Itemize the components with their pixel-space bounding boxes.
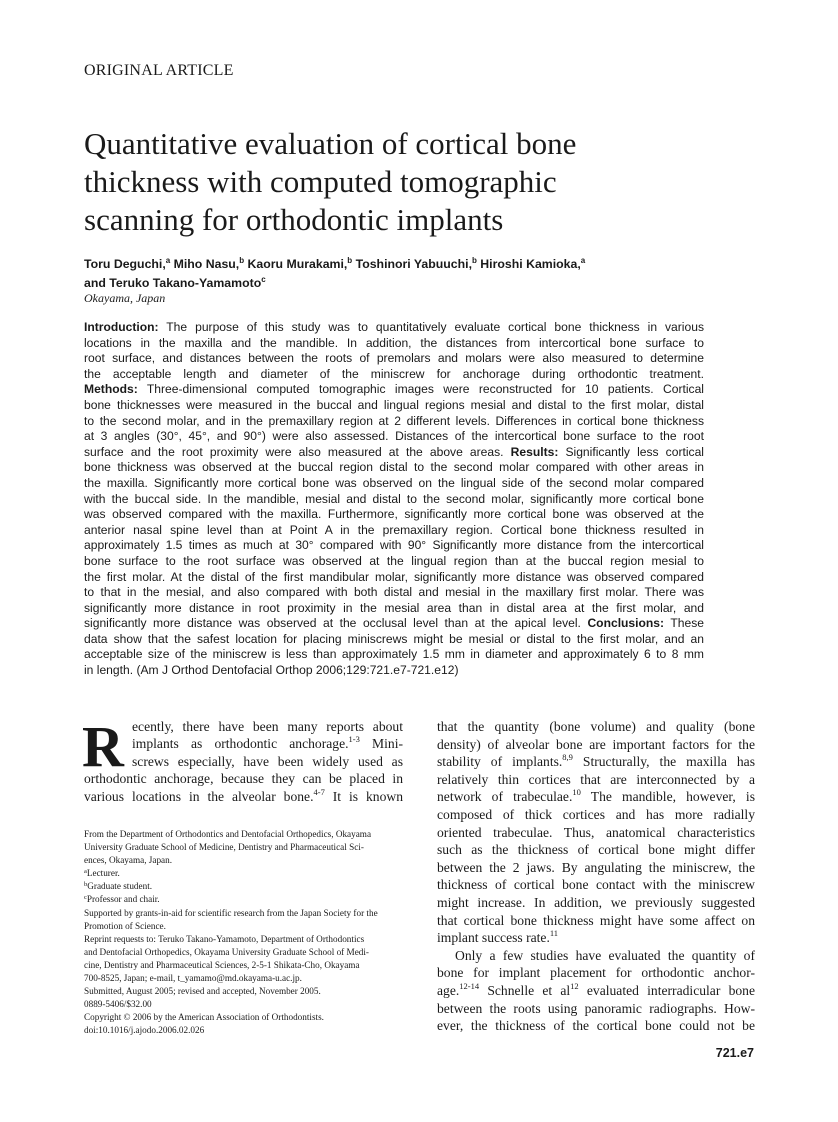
abstract-line: root surface, and distances between the roots of premolars and molars were also measured to determine [84, 351, 704, 366]
abstract-line: surface and the root proximity were also measured at the above areas. Results: Significantly less cortical [84, 444, 704, 459]
body-line: density) of alveolar bone are important factors for the [437, 736, 755, 752]
abstract-line: the acceptable length and diameter of the miniscrew for anchorage during orthodontic treatment. [84, 366, 704, 381]
footnote-line: $^c$Professor and chair. [84, 894, 160, 905]
abstract-line: locations in the maxilla and the mandible. In addition, the distances from intercortical bone surface to [84, 335, 704, 350]
footnote-line: From the Department of Orthodontics and Dentofacial Orthopedics, Okayama [84, 829, 372, 839]
body-line: bone for implant placement for orthodontic anchor- [437, 965, 755, 981]
body-line: between the 2 jaws. By angulating the miniscrew, the [437, 859, 755, 875]
body-line: that cortical bone thickness might have some affect on [437, 912, 755, 928]
abstract-line: to the second molar, and in the premaxillary region at 2 different levels. Differences in cortical bone thickness [84, 413, 704, 428]
author-name: Kaoru Murakami, [244, 257, 348, 271]
footnote-line: cine, Dentistry and Pharmaceutical Sciences, 2-5-1 Shikata-Cho, Okayama [84, 959, 360, 970]
abstract-citation: in length. (Am J Orthod Dentofacial Orthop 2006;129:721.e7-721.e12) [84, 663, 459, 678]
abstract-line: bone thicknesses were measured in the buccal and lingual regions mesial and distal to the first molar, distal [84, 397, 704, 412]
author-name: Toshinori Yabuuchi, [352, 257, 472, 271]
citation-ref[interactable]: 1-3 [348, 734, 360, 745]
title-line: scanning for orthodontic implants [84, 202, 504, 237]
author-location: Okayama, Japan [84, 291, 166, 305]
citation-ref[interactable]: 10 [572, 787, 581, 798]
citation-ref[interactable]: 12-14 [459, 980, 480, 991]
abstract-line: was observed compared with the maxilla. Furthermore, significantly more cortical bone was observed at the [84, 507, 704, 522]
page-number: 721.e7 [715, 1046, 754, 1060]
footnote-line: 700-8525, Japan; e-mail, t_yamamo@md.okayama-u.ac.jp. [84, 973, 302, 984]
footnotes [84, 828, 404, 1038]
citation-ref[interactable]: 8,9 [562, 752, 573, 763]
abstract-line: the first molar. At the distal of the first mandibular molar, significantly more distance was observed compared [84, 569, 704, 584]
abstract-line: significantly more distance in root proximity in the mesial area than in distal area at the first molar, and [84, 600, 704, 615]
author-affiliation-mark: a [165, 256, 171, 265]
title-line: Quantitative evaluation of cortical bone [84, 126, 577, 161]
footnote-line: Submitted, August 2005; revised and accepted, November 2005. [84, 986, 321, 997]
author-line [84, 255, 734, 274]
body-column-left [82, 714, 403, 805]
citation-ref[interactable]: 12 [570, 980, 579, 991]
body-line: ecently, there have been many reports about [132, 719, 403, 734]
citation-ref[interactable]: 4-7 [313, 786, 325, 797]
abstract-line: approximately 1.5 times as much at 30° compared with 90° Significantly more distance from the intercortical [84, 538, 704, 553]
body-line: various locations in the alveolar bone.$^{4-7}$ It is known [84, 786, 403, 804]
footnote-line: University Graduate School of Medicine, Dentistry and Pharmaceutical Sci- [84, 842, 364, 853]
author-affiliation-mark: c [261, 275, 266, 284]
footnote-line: $^b$Graduate student. [84, 881, 153, 892]
author-affiliation-mark: b [347, 256, 353, 265]
footnote-doi[interactable]: doi:10.1016/j.ajodo.2006.02.026 [84, 1025, 205, 1036]
citation-ref[interactable]: 11 [549, 928, 559, 939]
abstract-line: to that in the mesial, and also compared with both distal and mesial in the maxillary first molar. There was [84, 585, 704, 600]
abstract-heading-results: Results: [510, 444, 559, 459]
body-line: age.$^{12-14}$ Schnelle et al$^{12}$ evaluated interradicular bone [437, 980, 755, 998]
body-line: that the quantity (bone volume) and quality (bone [437, 719, 755, 734]
body-line: between the roots using panoramic radiographs. How- [437, 1000, 755, 1016]
footnote-line: Reprint requests to: Teruko Takano-Yamamoto, Department of Orthodontics [84, 933, 365, 944]
section-label: ORIGINAL ARTICLE [84, 62, 234, 79]
abstract-line: bone surface to the root surface was observed at the lingual region than at the buccal region mesial to [84, 553, 704, 568]
body-column-right [437, 718, 755, 1035]
body-line: might increase. In addition, we previously suggested [437, 894, 755, 910]
body-line: ever, the thickness of the cortical bone could not be [437, 1018, 755, 1034]
body-line: Only a few studies have evaluated the quantity of [455, 947, 755, 963]
abstract-line: Methods: Three-dimensional computed tomographic images were reconstructed for 10 patients. Cortical [84, 382, 704, 397]
footnote-line: ences, Okayama, Japan. [84, 855, 173, 866]
footnote-line: and Dentofacial Orthopedics, Okayama University Graduate School of Medi- [84, 946, 369, 957]
body-line: network of trabeculae.$^{10}$ The mandible, however, is [437, 787, 755, 805]
body-line: implants as orthodontic anchorage.$^{1-3}$ Mini- [132, 734, 403, 752]
abstract-heading-introduction: Introduction: [84, 320, 159, 334]
article-title [84, 125, 724, 239]
author-line [84, 274, 734, 293]
author-name: Toru Deguchi, [84, 257, 166, 271]
abstract-line: with the buccal side. In the mandible, mesial and distal to the second molar, significantly more cortical bone [84, 491, 704, 506]
footnote-line: $^a$Lecturer. [84, 868, 120, 879]
author-name: Miho Nasu, [170, 257, 240, 271]
title-line: thickness with computed tomographic [84, 164, 557, 199]
abstract-line: at 3 angles (30°, 45°, and 90°) were also assessed. Distances of the intercortical bone surface to the root [84, 429, 704, 444]
body-line: stability of implants.$^{8,9}$ Structurally, the maxilla has [437, 752, 755, 770]
abstract-heading-conclusions: Conclusions: [587, 616, 665, 631]
author-affiliation-mark: a [580, 256, 586, 265]
drop-cap: R [82, 714, 124, 779]
body-line: such as the thickness of cortical bone might differ [437, 842, 755, 858]
body-line: screws especially, have been widely used as [132, 753, 403, 769]
footnote-line: 0889-5406/$32.00 [84, 999, 152, 1010]
body-line: thickness of cortical bone contact with the miniscrew [437, 877, 755, 893]
body-line: composed of thick cortices and has more radially [437, 806, 755, 822]
body-line: orthodontic anchorage, because they can be placed in [84, 771, 403, 787]
footnote-line: Copyright © 2006 by the American Association of Orthodontists. [84, 1012, 324, 1023]
body-line: relatively thin cortices that are interconnected by a [437, 771, 755, 787]
footnote-line: Promotion of Science. [84, 920, 166, 931]
body-line: implant success rate.$^{11}$ [437, 928, 559, 946]
abstract-line: acceptable size of the miniscrew is less than approximately 1.5 mm in diameter and approximately 6 to 8 mm [84, 647, 704, 662]
author-affiliation-mark: b [471, 256, 477, 265]
abstract [84, 320, 704, 679]
abstract-line: data show that the safest location for placing miniscrews might be mesial or distal to the first molar, and an [84, 631, 704, 646]
author-name: and Teruko Takano-Yamamoto [84, 276, 262, 290]
abstract-line: the maxilla. Significantly more cortical bone was observed on the lingual side of the second molar compared [84, 475, 704, 490]
body-line: oriented trabeculae. Thus, anatomical characteristics [437, 824, 755, 840]
abstract-heading-methods: Methods: [84, 382, 138, 397]
footnote-line: Supported by grants-in-aid for scientific research from the Japan Society for the [84, 907, 378, 918]
author-affiliation-mark: b [239, 256, 245, 265]
abstract-line: Introduction: The purpose of this study was to quantitatively evaluate cortical bone thickness in various [84, 320, 704, 334]
abstract-line: bone thickness was observed at the buccal region distal to the second molar compared with other areas in [84, 460, 704, 475]
author-list [84, 255, 734, 293]
abstract-line: significantly more distance was observed at the occlusal level than at the apical level. Conclusions: These [84, 616, 704, 631]
abstract-line: anterior nasal spine level than at Point A in the premaxillary region. Cortical bone thickness resulted in [84, 522, 704, 537]
author-name: Hiroshi Kamioka, [476, 257, 581, 271]
